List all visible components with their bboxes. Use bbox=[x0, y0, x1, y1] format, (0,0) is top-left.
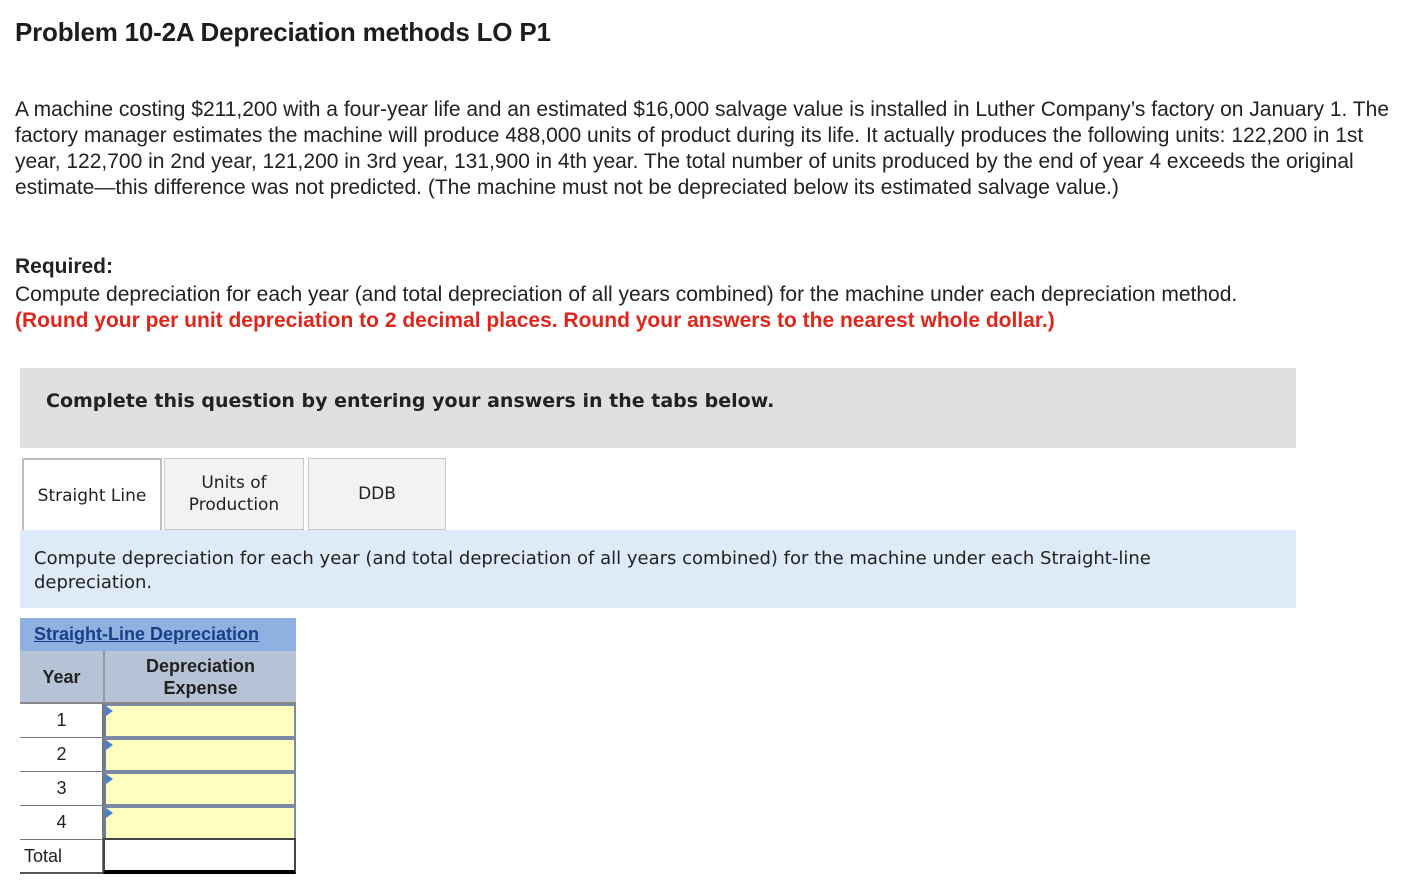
tab-description-text: Compute depreciation for each year (and total depreciation of all years combined) for the machine under each Straight-line depreciation. bbox=[34, 548, 1151, 593]
year-cell-4: 4 bbox=[20, 806, 103, 840]
instruction-text: Complete this question by entering your answers in the tabs below. bbox=[46, 390, 775, 412]
tab-units-of-production-label: Units of Production bbox=[188, 473, 280, 515]
input-marker-icon bbox=[106, 740, 113, 750]
required-label: Required: bbox=[15, 255, 114, 278]
depreciation-input-year-4[interactable] bbox=[103, 806, 296, 840]
input-marker-icon bbox=[106, 808, 113, 818]
table-title: Straight-Line Depreciation bbox=[20, 618, 296, 651]
rounding-note: (Round your per unit depreciation to 2 decimal places. Round your answers to the nearest whole dollar.) bbox=[15, 309, 1055, 332]
page-title: Problem 10-2A Depreciation methods LO P1 bbox=[15, 17, 551, 47]
tab-units-of-production[interactable] bbox=[164, 458, 304, 530]
depreciation-input-year-1[interactable] bbox=[103, 704, 296, 738]
depreciation-input-year-2[interactable] bbox=[103, 738, 296, 772]
year-cell-3: 3 bbox=[20, 772, 103, 806]
required-instructions bbox=[15, 282, 1411, 334]
instruction-banner bbox=[20, 368, 1296, 448]
required-text: Compute depreciation for each year (and total depreciation of all years combined) for the machine under each depreciation method. bbox=[15, 283, 1238, 306]
input-marker-icon bbox=[106, 774, 113, 784]
column-header-year: Year bbox=[20, 651, 103, 702]
column-header-depreciation-expense-label: Depreciation Expense bbox=[145, 655, 256, 698]
depreciation-input-year-3[interactable] bbox=[103, 772, 296, 806]
year-cell-1: 1 bbox=[20, 704, 103, 738]
tab-description-panel bbox=[20, 530, 1296, 608]
tab-ddb[interactable] bbox=[308, 458, 446, 530]
tab-ddb-label: DDB bbox=[358, 484, 396, 504]
tab-straight-line-label: Straight Line bbox=[37, 486, 147, 506]
year-cell-2: 2 bbox=[20, 738, 103, 772]
tab-straight-line[interactable] bbox=[22, 458, 162, 532]
input-marker-icon bbox=[106, 706, 113, 716]
column-header-depreciation-expense bbox=[103, 651, 296, 702]
problem-description: A machine costing $211,200 with a four-year life and an estimated $16,000 salvage value is installed in Luther Company’s factory on January 1. The factory manager estimates the machine will produce 488,000 units of product during its life. It actually produces the following units: 122,200 in 1st year, 122,700 in 2nd year, 121,200 in 3rd year, 131,900 in 4th year. The total number of units produced by the end of year 4 exceeds the original estimate—this difference was not predicted. (The machine must not be depreciated below its estimated salvage value.) bbox=[15, 98, 1389, 199]
total-label: Total bbox=[24, 846, 63, 866]
total-underline bbox=[20, 872, 103, 874]
total-depreciation-cell bbox=[103, 838, 296, 874]
